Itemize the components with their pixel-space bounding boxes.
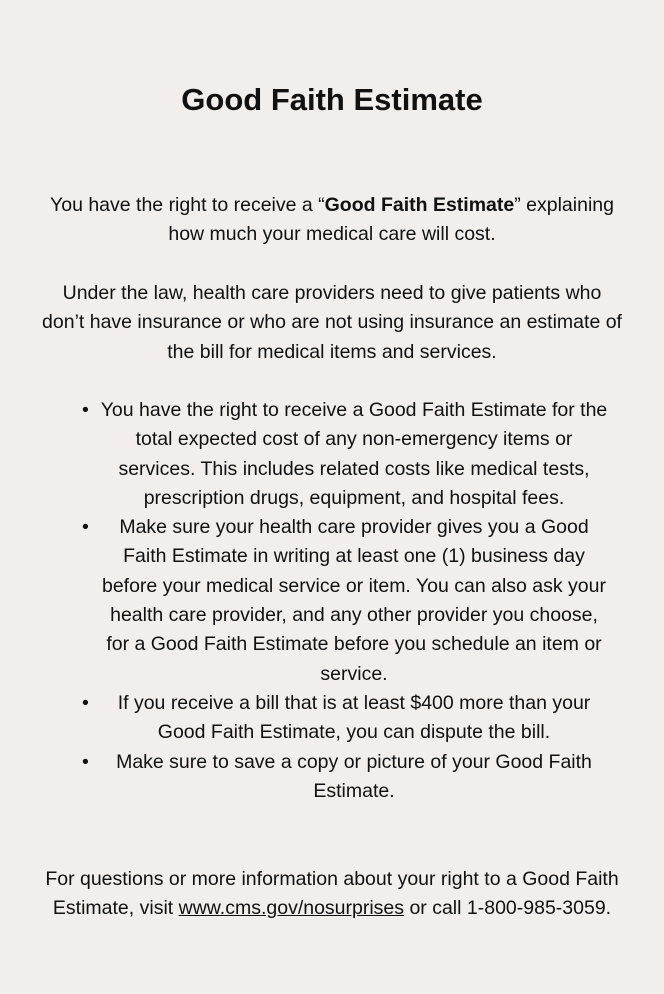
contact-text-start: For questions or more information about your right to a Good Faith Estimate, visit bbox=[45, 868, 619, 920]
list-item-text: If you receive a bill that is at least $400 more than your Good Faith Estimate, you can dispute the bill. bbox=[117, 691, 591, 744]
list-item bbox=[60, 513, 608, 689]
intro-bold-term: Good Faith Estimate bbox=[324, 194, 515, 216]
contact-paragraph bbox=[40, 865, 624, 924]
intro-text-start: You have the right to receive a “ bbox=[50, 194, 325, 216]
list-item-text: Make sure to save a copy or picture of your Good Faith Estimate. bbox=[116, 750, 592, 802]
intro-text-end: ” explaining how much your medical care will cost. bbox=[168, 194, 614, 246]
nosurprises-link[interactable]: www.cms.gov/nosurprises bbox=[178, 897, 405, 920]
bullet-icon: • bbox=[82, 750, 89, 773]
bullet-icon: • bbox=[82, 691, 89, 714]
intro-paragraph bbox=[40, 191, 624, 250]
bullet-icon: • bbox=[82, 516, 89, 539]
law-paragraph: Under the law, health care providers need to give patients who don’t have insurance or who are not using insurance an estimate of the bill for medical items and services. bbox=[42, 282, 622, 363]
rights-list bbox=[60, 396, 608, 806]
list-item-text: You have the right to receive a Good Faith Estimate for the total expected cost of any non-emergency items or services. This includes related costs like medical tests, prescription drugs, equipment, and hospital fees. bbox=[100, 399, 608, 509]
list-item-text: Make sure your health care provider gives you a Good Faith Estimate in writing at least one (1) business day before your medical service or item. You can also ask your health care provider, and any other provider you choose, for a Good Faith Estimate before you schedule an item or service. bbox=[101, 516, 606, 685]
list-item bbox=[60, 396, 608, 513]
list-item bbox=[60, 689, 608, 748]
page-title: Good Faith Estimate bbox=[181, 82, 483, 117]
list-item bbox=[60, 748, 608, 807]
contact-text-end: or call 1-800-985-3059. bbox=[404, 897, 612, 920]
bullet-icon: • bbox=[82, 399, 89, 421]
